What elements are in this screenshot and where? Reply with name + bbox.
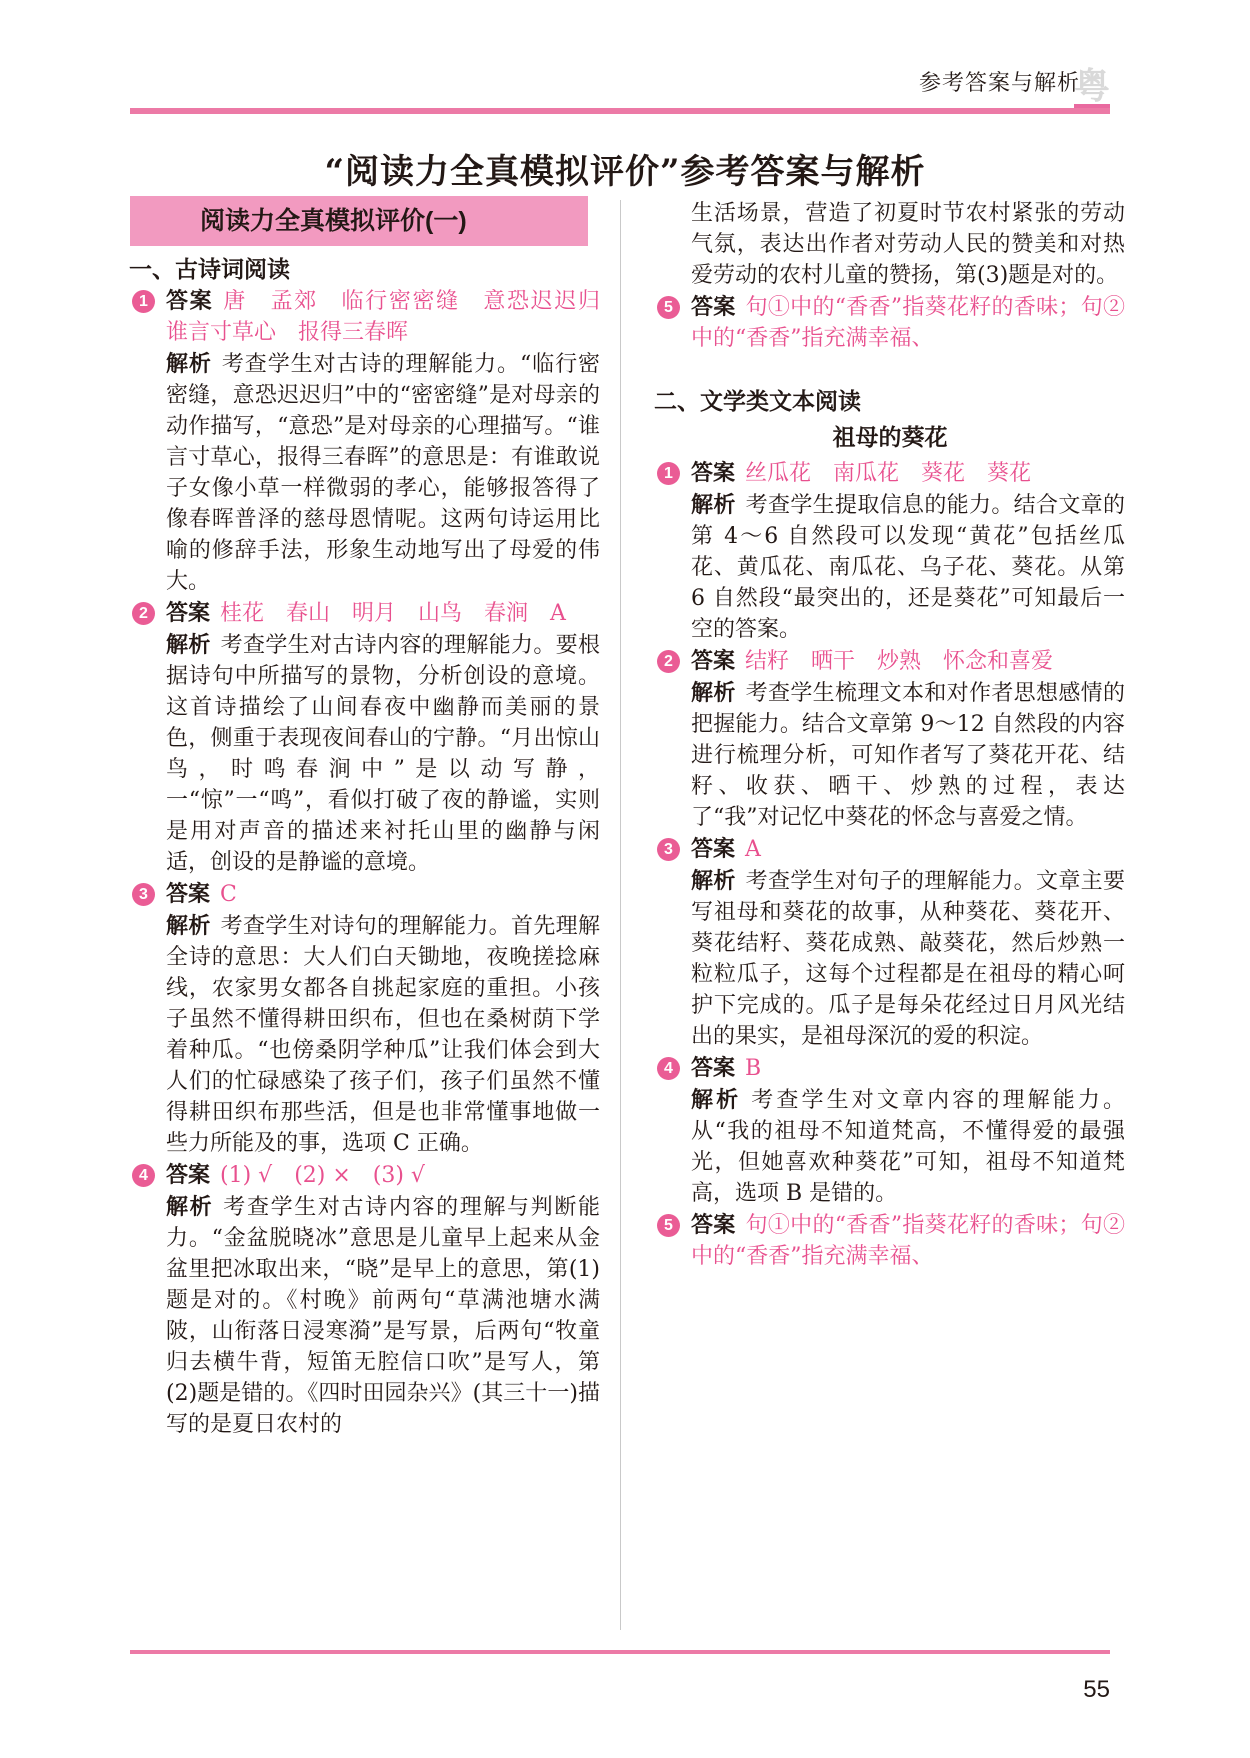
answer-label: 答案	[691, 836, 736, 861]
answer-text: 丝瓜花 南瓜花 葵花 葵花	[745, 461, 1032, 486]
question-1	[130, 285, 622, 597]
answer-label: 答案	[691, 648, 736, 673]
article-title: 祖母的葵花	[832, 424, 948, 450]
article-question-1	[655, 457, 1125, 645]
answer-label: 答案	[691, 460, 736, 485]
analysis-label: 解析	[166, 1194, 214, 1219]
analysis-label: 解析	[691, 1087, 742, 1112]
analysis-text: 考查学生对文章内容的理解能力。从“我的祖母不知道梵高，不懂得爱的最强光，但她喜欢种葵花”可知，祖母不知道梵高，选项 B 是错的。	[691, 1088, 1125, 1206]
page-title: “阅读力全真模拟评价”参考答案与解析	[324, 152, 926, 192]
question-4-continued: 生活场景，营造了初夏时节农村紧张的劳动气氛，表达出作者对劳动人民的赞美和对热爱劳动的农村儿童的赞扬，第(3)题是对的。	[691, 201, 1125, 288]
answer-label: 答案	[166, 881, 211, 906]
article-question-2	[655, 645, 1125, 833]
question-5	[655, 291, 1125, 386]
header-rule	[130, 108, 1110, 114]
answer-label: 答案	[166, 600, 211, 625]
question-number-badge: 5	[657, 1214, 680, 1237]
column-divider	[620, 200, 621, 1630]
question-3	[130, 878, 600, 1159]
article-question-4	[655, 1052, 1125, 1209]
analysis-text: 考查学生对古诗的理解能力。“临行密密缝，意恐迟迟归”中的“密密缝”是对母亲的动作描写，“意恐”是对母亲的心理描写。“谁言寸草心，报得三春晖”的意思是：有谁敢说子女像小草一样微弱的孝心，能够报答得了像春晖普泽的慈母恩情呢。这两句诗运用比喻的修辞手法，形象生动地写出了母爱的伟大。	[166, 352, 600, 594]
article-question-5	[655, 1209, 1125, 1272]
analysis-label: 解析	[691, 868, 736, 893]
question-number-badge: 3	[657, 838, 680, 861]
analysis-text: 考查学生提取信息的能力。结合文章的第 4～6 自然段可以发现“黄花”包括丝瓜花、黄瓜花、南瓜花、乌子花、葵花。从第 6 自然段“最突出的，还是葵花”可知最后一空的答案。	[691, 493, 1125, 642]
answer-label: 答案	[691, 1212, 736, 1237]
question-number-badge: 2	[132, 602, 155, 625]
analysis-label: 解析	[691, 680, 736, 705]
answer-label: 答案	[166, 1162, 211, 1187]
analysis-text: 考查学生对诗句的理解能力。首先理解全诗的意思：大人们白天锄地，夜晚搓捻麻线，农家男女都各自挑起家庭的重担。小孩子虽然不懂得耕田织布，但也在桑树荫下学着种瓜。“也傍桑阴学种瓜”让我们体会到大人们的忙碌感染了孩子们，孩子们虽然不懂得耕田织布那些活，但是也非常懂事地做一些力所能及的事，选项 C 正确。	[166, 914, 600, 1156]
answer-text: 唐 孟郊 临行密密缝 意恐迟迟归 谁言寸草心 报得三春晖	[166, 289, 622, 345]
analysis-label: 解析	[166, 632, 211, 657]
running-header: 参考答案与解析	[918, 70, 1080, 95]
page-number: 55	[1083, 1676, 1110, 1703]
question-number-badge: 2	[657, 650, 680, 673]
answer-label: 答案	[691, 1055, 736, 1080]
question-number-badge: 3	[132, 883, 155, 906]
answer-text: (1) √ (2) × (3) √	[220, 1163, 425, 1188]
question-number-badge: 1	[132, 290, 155, 313]
answer-text: 句①中的“香香”指葵花籽的香味；句②中的“香香”指充满幸福、	[691, 1213, 1125, 1269]
answer-text: 桂花 春山 明月 山鸟 春涧 A	[220, 601, 566, 626]
analysis-text: 考查学生梳理文本和对作者思想感情的把握能力。结合文章第 9～12 自然段的内容进行梳理分析，可知作者写了葵花开花、结籽、收获、晒干、炒熟的过程，表达了“我”对记忆中葵花的怀念与喜爱之情。	[691, 681, 1125, 830]
question-number-badge: 4	[657, 1057, 680, 1080]
answer-text: B	[745, 1056, 762, 1081]
question-4	[130, 1159, 600, 1440]
analysis-text: 考查学生对古诗内容的理解与判断能力。“金盆脱晓冰”意思是儿童早上起来从金盆里把冰取出来，“晓”是早上的意思，第(1)题是对的。《村晚》前两句“草满池塘水满陂，山衔落日浸寒漪”是写景，后两句“牧童归去横牛背，短笛无腔信口吹”是写人，第(2)题是错的。《四时田园杂兴》(其三十一)描写的是夏日农村的	[166, 1195, 600, 1437]
analysis-text: 考查学生对句子的理解能力。文章主要写祖母和葵花的故事，从种葵花、葵花开、葵花结籽、葵花成熟、敲葵花，然后炒熟一粒粒瓜子，这每个过程都是在祖母的精心呵护下完成的。瓜子是每朵花经过日月风光结出的果实，是祖母深沉的爱的积淀。	[691, 869, 1125, 1049]
answer-text: A	[745, 837, 761, 862]
section-banner: 阅读力全真模拟评价(一)	[130, 196, 588, 246]
question-number-badge: 1	[657, 462, 680, 485]
answer-label: 答案	[691, 294, 736, 319]
answer-text: 结籽 晒干 炒熟 怀念和喜爱	[745, 649, 1054, 674]
analysis-text: 考查学生对古诗内容的理解能力。要根据诗句中所描写的景物，分析创设的意境。这首诗描绘了山间春夜中幽静而美丽的景色，侧重于表现夜间春山的宁静。“月出惊山鸟，时鸣春涧中”是以动写静，一“惊”一“鸣”，看似打破了夜的静谧，实则是用对声音的描述来衬托山里的幽静与闲适，创设的是静谧的意境。	[166, 633, 600, 875]
region-badge: 粤	[1074, 65, 1111, 107]
analysis-label: 解析	[166, 351, 212, 376]
article-question-3	[655, 833, 1125, 1052]
left-column	[129, 196, 622, 1440]
right-column	[655, 198, 1125, 1272]
answer-label: 答案	[166, 288, 214, 313]
footer-rule	[130, 1650, 1110, 1654]
analysis-label: 解析	[691, 492, 736, 517]
question-number-badge: 4	[132, 1164, 155, 1187]
answer-text: C	[220, 882, 237, 907]
question-2	[130, 597, 600, 878]
answer-text: 句①中的“香香”指葵花籽的香味；句②中的“香香”指充满幸福、	[691, 295, 1125, 351]
section-heading-poetry: 一、古诗词阅读	[129, 256, 290, 282]
question-number-badge: 5	[657, 296, 680, 319]
section-heading-literary: 二、文学类文本阅读	[654, 388, 861, 414]
analysis-label: 解析	[166, 913, 211, 938]
